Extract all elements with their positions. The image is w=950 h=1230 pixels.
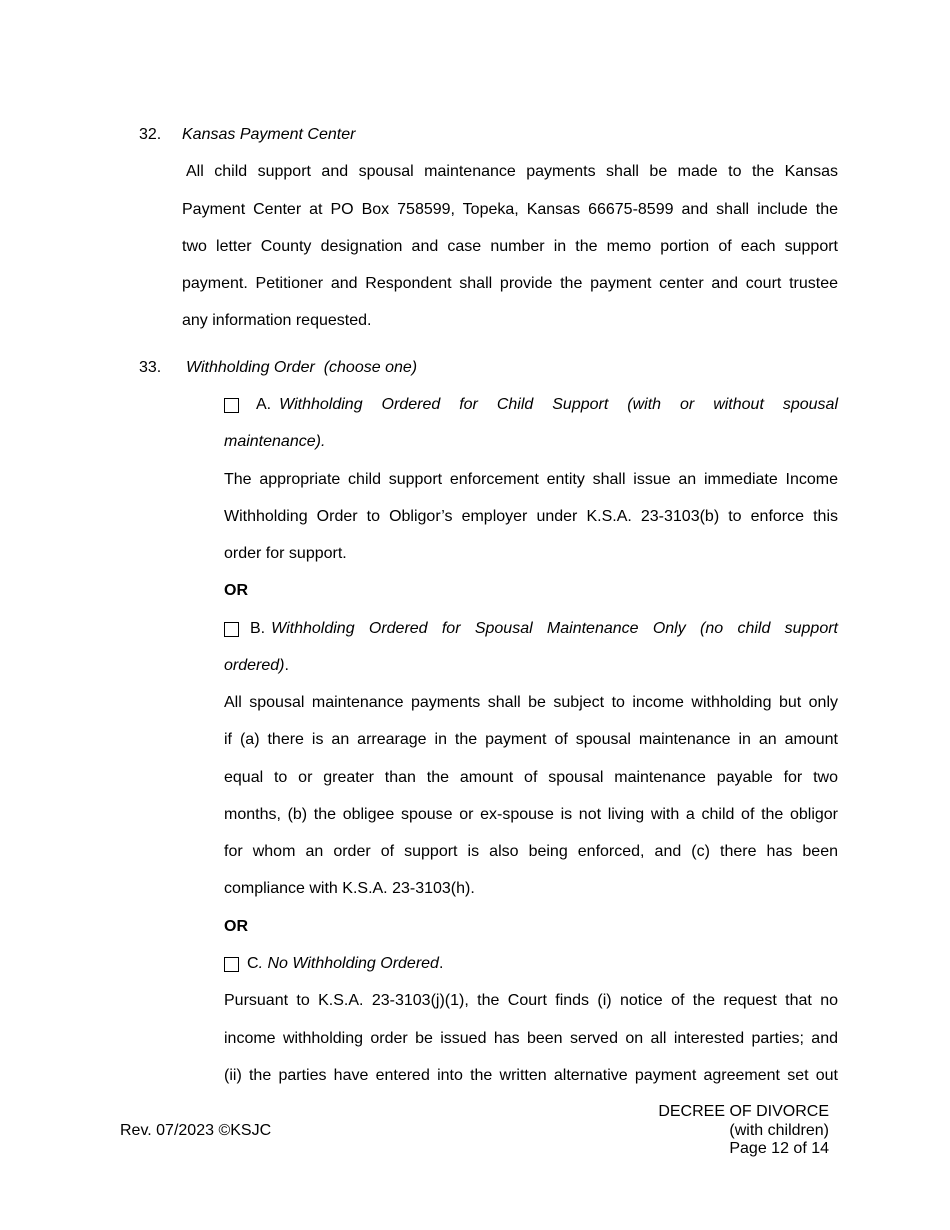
footer-doc-title: DECREE OF DIVORCE <box>658 1103 829 1120</box>
or-separator-2: OR <box>224 918 248 935</box>
option-c-checkbox[interactable] <box>224 957 239 972</box>
section-32-number: 32. <box>139 126 162 143</box>
option-b-title-period: . <box>284 657 289 674</box>
option-b-checkbox[interactable] <box>224 622 239 637</box>
option-c-title: . No Withholding Ordered <box>258 955 439 972</box>
option-c-label: C <box>247 955 259 972</box>
option-a-line-1: The appropriate child support enforcement entity shall issue an immediate Income <box>224 471 838 488</box>
footer-revision: Rev. 07/2023 ©KSJC <box>120 1122 272 1139</box>
option-b-line-6: compliance with K.S.A. 23-3103(h). <box>224 880 475 897</box>
s32-line-1: All child support and spousal maintenance payments shall be made to the Kansas <box>186 163 838 180</box>
option-b-label: B. <box>250 620 266 637</box>
option-b-line-2: if (a) there is an arrearage in the payment of spousal maintenance in an amount <box>224 731 838 748</box>
section-32-title: Kansas Payment Center <box>182 126 356 143</box>
option-b-title: Withholding Ordered for Spousal Maintenance Only (no child support <box>271 620 838 637</box>
option-c-line-1: Pursuant to K.S.A. 23-3103(j)(1), the Court finds (i) notice of the request that no <box>224 992 838 1009</box>
option-c-header <box>224 955 443 973</box>
footer-doc-info <box>658 1103 829 1159</box>
option-b-header <box>224 620 838 638</box>
s32-line-4: payment. Petitioner and Respondent shall provide the payment center and court trustee <box>182 275 838 292</box>
option-c-line-3: (ii) the parties have entered into the written alternative payment agreement set out <box>224 1067 838 1084</box>
option-a-line-2: Withholding Order to Obligor’s employer under K.S.A. 23-3103(b) to enforce this <box>224 508 838 525</box>
section-33-number: 33. <box>139 359 162 376</box>
s32-line-5: any information requested. <box>182 312 372 329</box>
option-a-header <box>224 396 838 414</box>
option-b-title-cont <box>224 657 289 675</box>
footer-doc-subtitle: (with children) <box>729 1121 829 1139</box>
or-separator-1: OR <box>224 582 248 599</box>
option-a-title-cont: maintenance). <box>224 433 326 450</box>
option-b-title-cont-text: ordered) <box>224 657 285 674</box>
option-b-line-3: equal to or greater than the amount of spousal maintenance payable for two <box>224 769 838 786</box>
option-b-line-1: All spousal maintenance payments shall be subject to income withholding but only <box>224 694 838 711</box>
s32-line-2: Payment Center at PO Box 758599, Topeka, Kansas 66675-8599 and shall include the <box>182 201 838 218</box>
section-33-title: Withholding Order (choose one) <box>186 359 418 376</box>
option-c-line-2: income withholding order be issued has been served on all interested parties; and <box>224 1030 838 1047</box>
option-b-line-5: for whom an order of support is also being enforced, and (c) there has been <box>224 843 838 860</box>
footer-page-number: Page 12 of 14 <box>729 1140 829 1157</box>
option-c-title-period: . <box>438 955 444 972</box>
option-a-line-3: order for support. <box>224 545 347 562</box>
option-a-title: Withholding Ordered for Child Support (with or without spousal <box>279 396 838 413</box>
option-a-checkbox[interactable] <box>224 398 239 413</box>
option-b-line-4: months, (b) the obligee spouse or ex-spouse is not living with a child of the obligor <box>224 806 838 823</box>
s32-line-3: two letter County designation and case number in the memo portion of each support <box>182 238 838 255</box>
option-a-label: A. <box>256 396 272 413</box>
